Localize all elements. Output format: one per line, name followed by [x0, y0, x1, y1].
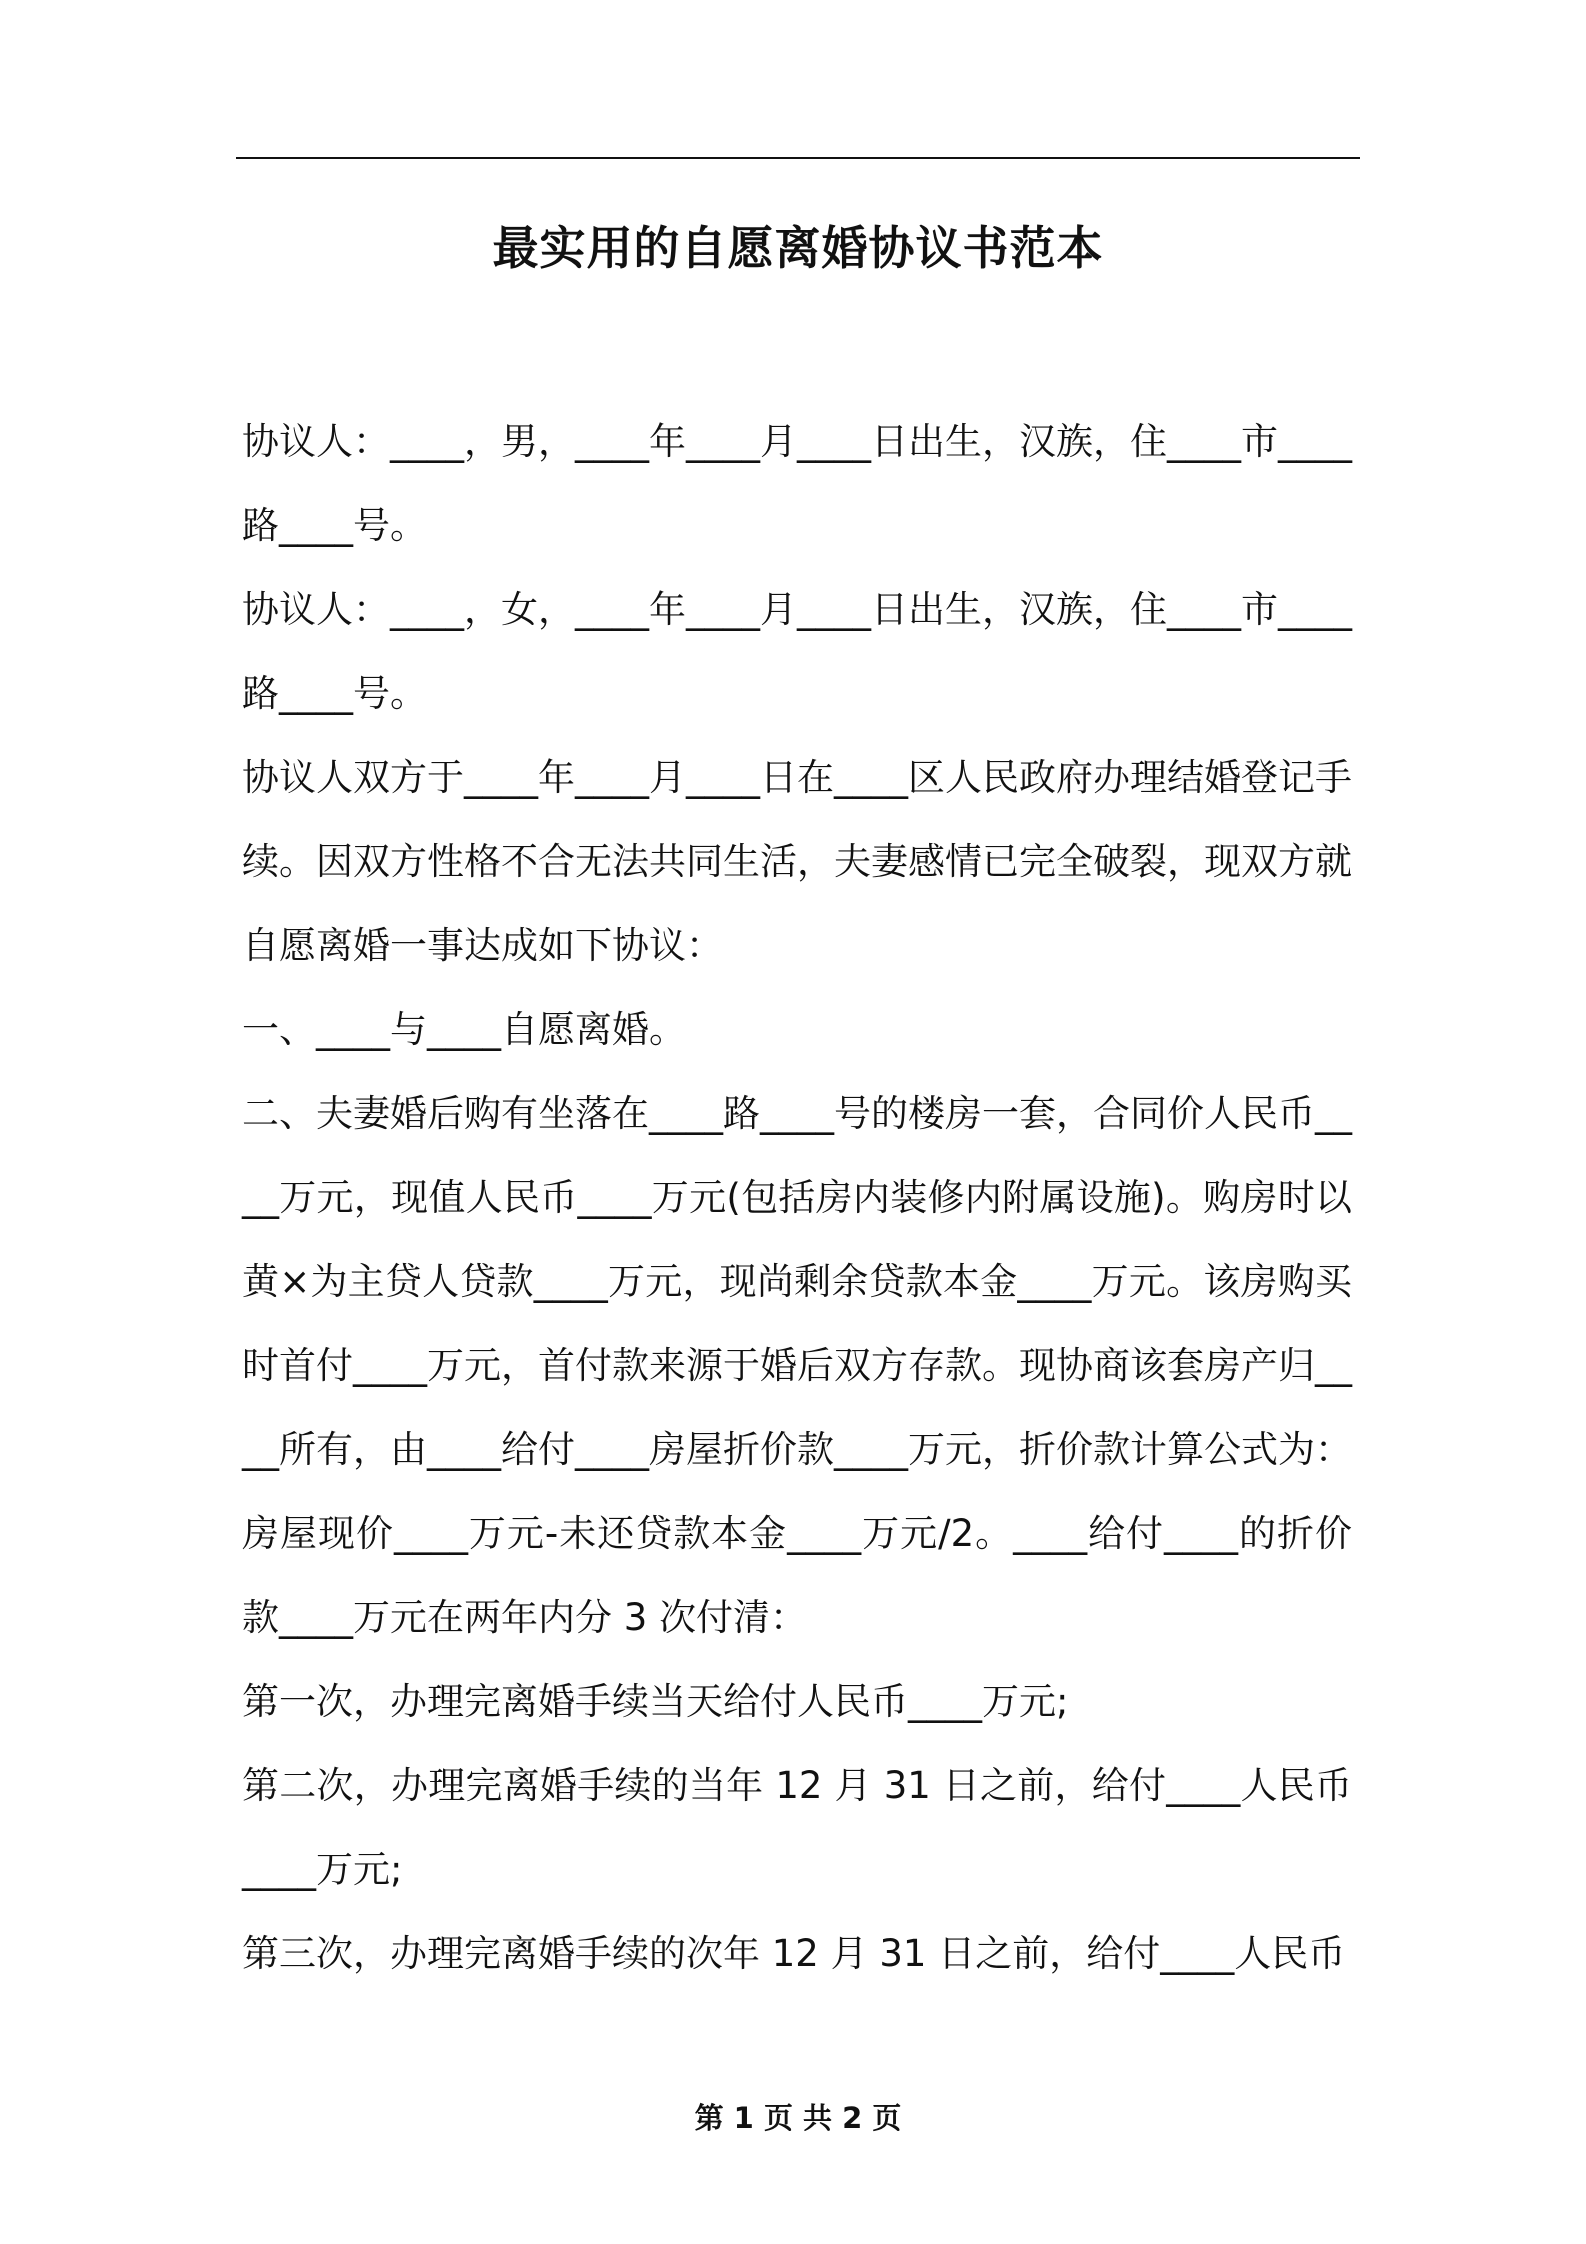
paragraph-payment-2: 第二次，办理完离婚手续的当年 12 月 31 日之前，给付____人民币____万元; — [242, 1764, 1352, 1891]
paragraph-payment-1: 第一次，办理完离婚手续当天给付人民币____万元; — [242, 1680, 1069, 1723]
paragraph-party-male: 协议人：____，男，____年____月____日出生，汉族，住____市____路____号。 — [242, 420, 1352, 547]
document-title: 最实用的自愿离婚协议书范本 — [492, 221, 1104, 275]
header-rule — [236, 157, 1360, 159]
paragraph-party-female: 协议人：____，女，____年____月____日出生，汉族，住____市____路____号。 — [242, 588, 1352, 715]
page-number: 第 1 页 共 2 页 — [694, 2101, 902, 2135]
paragraph-payment-3: 第三次，办理完离婚手续的次年 12 月 31 日之前，给付____人民币 — [242, 1932, 1346, 1975]
document-body — [242, 400, 1352, 1996]
paragraph-clause-2: 二、夫妻婚后购有坐落在____路____号的楼房一套，合同价人民币____万元，现值人民币____万元(包括房内装修内附属设施)。购房时以黄×为主贷人贷款____万元，现尚剩余贷款本金____万元。该房购买时首付____万元，首付款来源于婚后双方存款。现协商该套房产归____所有，由____给付____房屋折价款____万元，折价款计算公式为：房屋现价____万元-未还贷款本金____万元/2。____给付____的折价款____万元在两年内分 3 次付清： — [242, 1092, 1352, 1639]
paragraph-clause-1: 一、____与____自愿离婚。 — [242, 1008, 686, 1051]
paragraph-preamble: 协议人双方于____年____月____日在____区人民政府办理结婚登记手续。因双方性格不合无法共同生活，夫妻感情已完全破裂，现双方就自愿离婚一事达成如下协议： — [242, 756, 1352, 967]
